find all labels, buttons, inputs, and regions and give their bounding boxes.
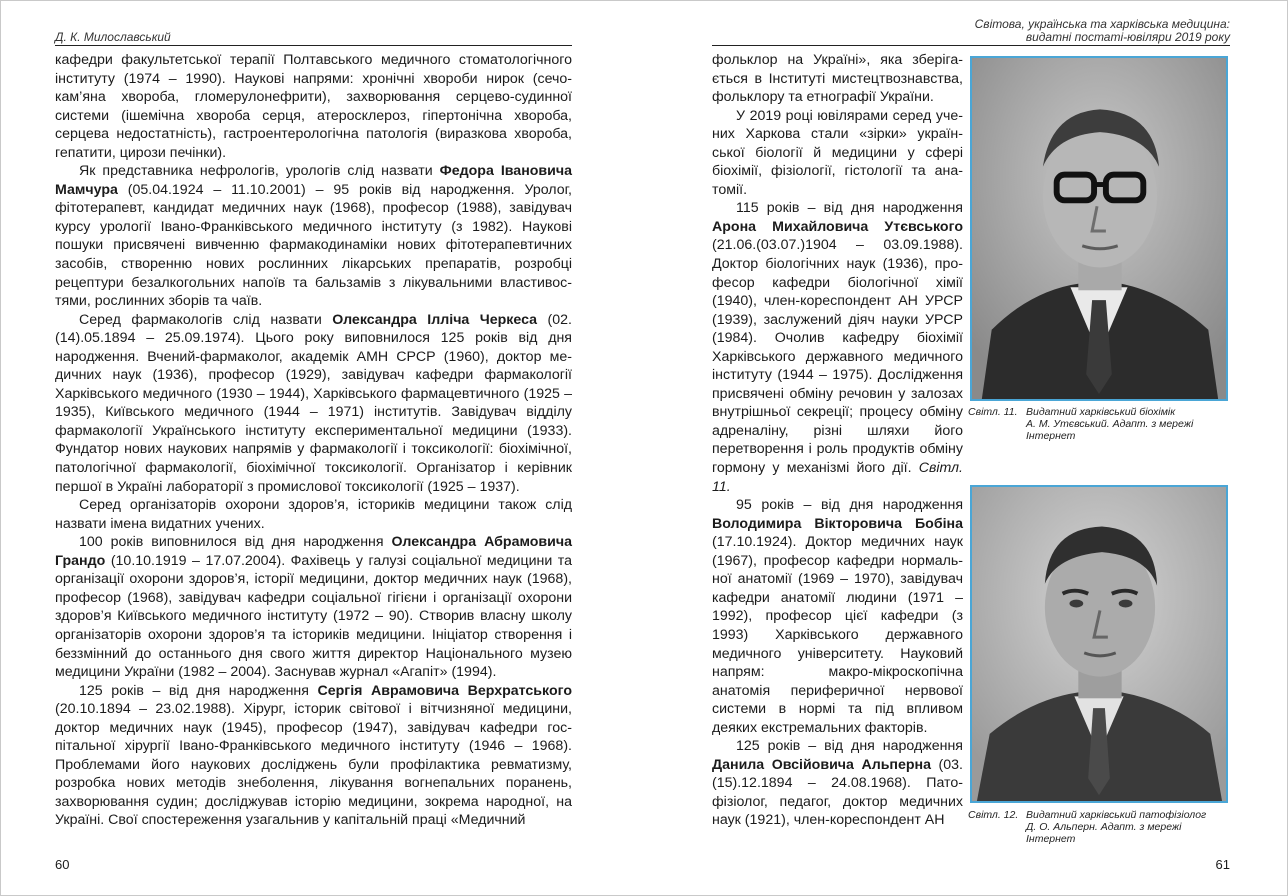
caption-line: Видатний харківський біохімік [1026,406,1176,418]
caption-line: Д. О. Альперн. Адапт. з мережі [1026,821,1182,833]
person-name: Володимира Вікторовича Бобіна [712,515,963,532]
figure-caption-12 [968,809,1230,849]
paragraph-text: 115 років – від дня народження [736,200,963,217]
person-name: Федора Івановича Мамчура [55,163,573,198]
paragraph-text: 100 років виповнилося від дня народження [79,534,392,551]
portrait-photo-alpern [970,485,1228,803]
header-rule [712,45,1230,46]
body-paragraph [712,737,963,830]
body-paragraph [712,107,963,200]
paragraph-text: кафедри факультетської терапії Полтавського медичного стоматологічного інституту (1974 – 1990). Наукові напрями: хронічні хвороби нирок (сечокам’яна хвороба, гломерулонефрити), захворювання серцево-судинної системи (ішемічна хвороба серця, атеросклероз, гіпертонічна хвороба, серцева недостатність), гастроентерологічна патологія (виразкова хвороба, гепатити, цирози печінки). [55,52,572,161]
paragraph-text: Серед фармакологів слід назвати [79,311,333,328]
page-number-left: 60 [55,857,70,872]
person-name: Олександра Абрамовича Грандо [55,534,572,569]
figure-number: Світл. 12. [968,809,1019,821]
running-head-author: Д. К. Милославський [55,30,171,44]
page-number-right: 61 [1215,857,1230,872]
person-name: Арона Михайловича Утєвського [712,218,963,235]
body-paragraph [55,533,572,681]
caption-line: Інтернет [1026,430,1076,442]
body-paragraph [55,311,572,496]
paragraph-text: (03.(15).12.1894 – 24.08.1968). Патофізіолог, педагог, доктор медичних наук (1921), член-кореспондент АН [712,756,963,829]
person-name: Сергія Аврамовича Верхратського [317,682,572,699]
body-paragraph [55,682,572,830]
body-paragraph [55,496,572,533]
paragraph-text: (05.04.1924 – 11.10.2001) – 95 років від народження. Уролог, фітотерапевт, кандидат медичних наук (1968), професор (1988), завідувач курсу урології Івано-Франківського медичного інституту (з 1982). Наукові пошуки присвячені вивченню фармакодинаміки нових фітотерапевтичних засобів, створенню нових рослинних лікарських препаратів, розробці рецептури безалкогольних напоїв та бальзамів з лікувальними властивостями, рослинних зборів та чаїв. [55,181,572,310]
paragraph-text: (20.10.1894 – 23.02.1988). Хірург, історик світової і вітчизняної медицини, доктор медичних наук (1945), професор (1947), завідувач кафедри госпітальної хірургії Івано-Франківського медичного інституту (1946 – 1968). Проблемами його наукових досліджень були профілактика ревматизму, розробка нових методів знеболення, лікування вогнепальних поранень, захворювання судин; досліджував історію медицини, зокрема народної, на Україні. Свої спостереження узагальнив у капітальній праці «Медичний [55,701,572,829]
paragraph-text: фольклор на Україні», яка зберігається в Інституті мистецтвознавства, фольклору та етнографії України. [712,52,963,106]
portrait-alpern-image [972,487,1226,801]
figure-caption-11 [968,406,1230,446]
header-rule [55,45,572,46]
portrait-utevsky-image [972,58,1226,399]
figure-number: Світл. 11. [968,406,1018,418]
body-paragraph [55,51,572,162]
paragraph-text: 125 років – від дня народження [736,738,963,755]
paragraph-text: Серед організаторів охорони здоров’я, істориків медицини також слід назвати імена видатних учених. [55,497,572,532]
right-body-text [712,51,963,830]
paragraph-text: (21.06.(03.07.)1904 – 03.09.1988). Доктор біологічних наук (1936), професор кафедри біологічної хімії (1940), член-кореспондент АН УРСР (1939), заслужений діяч науки УРСР (1984). Очолив кафедру біохімії Харківського державного медичного інституту (1944 – 1975). Дослідження присвячені обміну речовин у залозах внутрішньої секреції; процесу обміну адреналіну, різні шляхи його перетворення і роль продуктів обміну гормону у механізмі його дії. [712,237,963,477]
body-paragraph [712,199,963,496]
portrait-photo-utevsky [970,56,1228,401]
figure-reference: Світл. 11. [712,460,963,495]
running-head-line-2: видатні постаті-ювіляри 2019 року [1025,30,1230,44]
paragraph-text: У 2019 році ювілярами серед учених Харкова стали «зірки» української біології й медицини у сфері біохімії, фізіології, гістології та анатомії. [712,107,963,198]
paragraph-text: (10.10.1919 – 17.07.2004). Фахівець у галузі соціальної медицини та організації охорони здоров’я, історії медицини, доктор медичних наук (1968), професор (1968), завідувач кафедри соціальної гігієни і організації охорони здоров’я Київського медичного інституту (1972 – 90). Створив власну школу організаторів охорони здоров’я та істориків медицини. Ініціатор створення і беззмінний до останнього дня свого життя директор Національного музею медицини України (1982 – 2004). Заснував журнал «Агапіт» (1994). [55,552,572,681]
paragraph-text: 95 років – від дня народження [736,497,963,514]
paragraph-text: (17.10.1924). Доктор медичних наук (1967), професор кафедри нормальної анатомії (1969 – 1970), завідувач кафедри анатомії людини (1971 – 1992), професор цієї кафедри (з 1993) Харківського державного медичного університету. Науковий напрям: макро-мікроскопічна анатомія периферичної нервової системи в нормі та під впливом деяких екстремальних факторів. [712,534,963,736]
left-page [55,1,572,895]
caption-line: Інтернет [1026,833,1076,845]
left-body-text [55,51,572,830]
person-name: Данила Овсійовича Альперна [712,756,932,773]
paragraph-text: 125 років – від дня народження [79,682,318,699]
running-head-line-1: Світова, українська та харківська медицина: [974,17,1230,31]
body-paragraph [712,51,963,107]
caption-line: Видатний харківський патофізіолог [1026,809,1207,821]
right-page [712,1,1230,895]
body-paragraph [712,496,963,737]
paragraph-text: Як представника нефрологів, урологів слід назвати [79,163,440,180]
caption-line: А. М. Утєвський. Адапт. з мережі [1026,418,1194,430]
body-paragraph [55,162,572,310]
person-name: Олександра Ілліча Черкеса [332,311,538,328]
running-head-title [975,18,1230,44]
paragraph-text: (02.(14).05.1894 – 25.09.1974). Цього року виповнилося 125 років від дня народження. Вчений-фармаколог, академік АМН СРСР (1960), доктор медичних наук (1936), професор (1929), завідувач кафедри фармакології Харківського медичного (1930 – 1944), Харківського фармацевтичного (1925 – 1935), Київського медичного (1944 – 1971) інститутів. Завідувач відділу фармакології Українського інституту експериментальної медицини (1933). Фундатор нових наукових напрямів у фармакології і токсикології: біохімічної, патологічної фармакології, біохімічної токсикології. Організатор і керівник першої в Україні лабораторії з промислової токсикології (1925 – 1937). [55,311,572,495]
